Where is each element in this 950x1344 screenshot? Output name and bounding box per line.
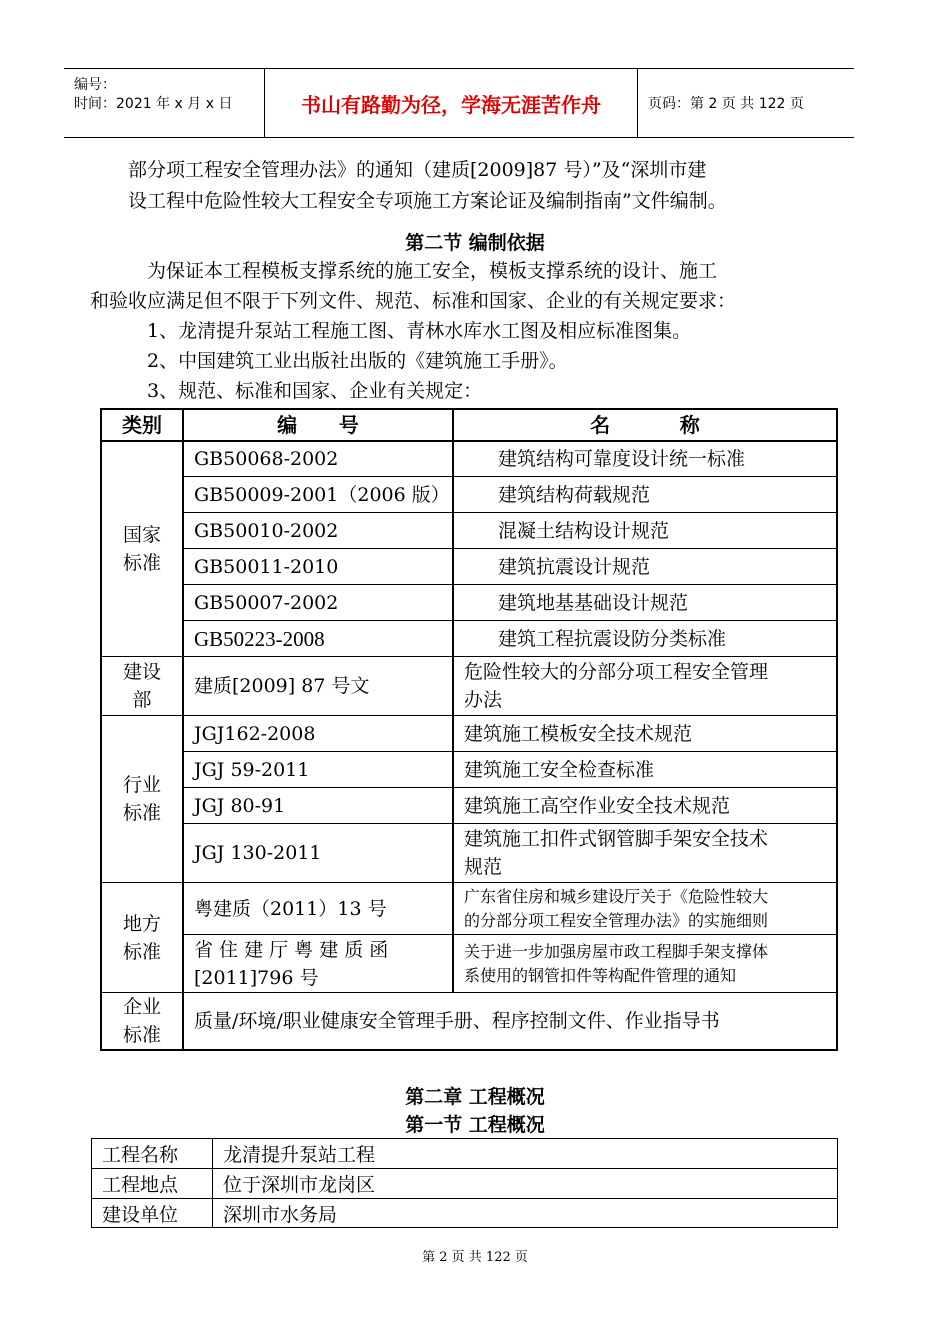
basis-line-2: 和验收应满足但不限于下列文件、规范、标准和国家、企业的有关规定要求： (90, 290, 737, 312)
time-label: 时间：2021 年 x 月 x 日 (74, 96, 233, 112)
intro-line-2: 设工程中危险性较大工程安全专项施工方案论证及编制指南”文件编制。 (128, 190, 727, 212)
industry-name-2: 建筑施工安全检查标准 (464, 758, 655, 781)
category-ministry: 建设 部 (122, 661, 161, 711)
industry-code-2: JGJ 59-2011 (194, 758, 310, 781)
overview-label-1: 工程名称 (102, 1144, 179, 1166)
national-name-6: 建筑工程抗震设防分类标准 (498, 627, 727, 650)
national-name-1: 建筑结构可靠度设计统一标准 (498, 448, 746, 470)
overview-value-3: 深圳市水务局 (223, 1203, 338, 1226)
local-name-2: 关于进一步加强房屋市政工程脚手架支撑体 系使用的钢管扣件等构配件管理的通知 (464, 941, 769, 985)
national-code-1: GB50068-2002 (194, 448, 339, 470)
category-enterprise: 企业 标准 (122, 996, 161, 1046)
national-code-6: GB50223-2008 (194, 626, 325, 651)
chapter2-title: 第二章 工程概况 (405, 1086, 545, 1108)
overview-value-1: 龙清提升泵站工程 (223, 1144, 376, 1166)
enterprise-docs: 质量/环境/职业健康安全管理手册、程序控制文件、作业指导书 (194, 1010, 720, 1032)
local-name-1: 广东省住房和城乡建设厅关于《危险性较大 的分部分项工程安全管理办法》的实施细则 (464, 886, 769, 930)
standards-table (100, 408, 838, 1051)
industry-code-3: JGJ 80-91 (194, 794, 286, 817)
col-header-code: 编 号 (277, 413, 359, 437)
number-label: 编号： (74, 77, 116, 93)
overview-label-2: 工程地点 (102, 1174, 179, 1196)
national-name-5: 建筑地基基础设计规范 (498, 591, 689, 614)
ministry-code: 建质[2009] 87 号文 (194, 675, 370, 697)
national-name-3: 混凝土结构设计规范 (498, 519, 670, 542)
header-motto: 书山有路勤为径，学海无涯苦作舟 (265, 69, 638, 137)
page-footer: 第 2 页 共 122 页 (422, 1250, 528, 1265)
intro-line-1: 部分项工程安全管理办法》的通知（建质[2009]87 号）”及“深圳市建 (128, 159, 707, 181)
header-meta (64, 69, 265, 137)
section2-title: 第二节 编制依据 (405, 232, 545, 254)
col-header-name: 名 称 (590, 413, 700, 437)
col-header-category: 类别 (122, 413, 162, 437)
industry-name-3: 建筑施工高空作业安全技术规范 (464, 794, 731, 817)
overview-table (91, 1138, 838, 1228)
ministry-name: 危险性较大的分部分项工程安全管理 办法 (464, 661, 769, 711)
industry-name-1: 建筑施工模板安全技术规范 (464, 722, 693, 745)
national-code-4: GB50011-2010 (194, 555, 339, 578)
section1-title: 第一节 工程概况 (405, 1114, 545, 1136)
national-code-3: GB50010-2002 (194, 519, 339, 542)
category-industry: 行业 标准 (122, 774, 161, 824)
overview-value-2: 位于深圳市龙岗区 (223, 1174, 376, 1196)
industry-name-4: 建筑施工扣件式钢管脚手架安全技术 规范 (464, 828, 769, 878)
industry-code-1: JGJ162-2008 (194, 722, 316, 745)
category-local: 地方 标准 (122, 912, 161, 963)
industry-code-4: JGJ 130-2011 (194, 842, 322, 864)
overview-label-3: 建设单位 (102, 1203, 179, 1226)
national-code-2: GB50009-2001（2006 版） (194, 483, 450, 506)
local-code-2: 省 住 建 厅 粤 建 质 函 [2011]796 号 (194, 938, 389, 989)
category-national: 国家 标准 (122, 524, 161, 574)
national-code-5: GB50007-2002 (194, 591, 339, 614)
basis-item-1: 1、龙清提升泵站工程施工图、青林水库水工图及相应标准图集。 (147, 320, 692, 342)
header-page-label: 页码：第 2 页 共 122 页 (648, 96, 804, 112)
page-header (64, 68, 854, 138)
basis-item-2: 2、中国建筑工业出版社出版的《建筑施工手册》。 (147, 350, 568, 372)
basis-item-3: 3、规范、标准和国家、企业有关规定： (147, 380, 483, 402)
basis-line-1: 为保证本工程模板支撑系统的施工安全，模板支撑系统的设计、施工 (147, 260, 718, 282)
local-code-1: 粤建质（2011）13 号 (194, 897, 387, 920)
national-name-4: 建筑抗震设计规范 (498, 555, 651, 578)
national-name-2: 建筑结构荷载规范 (498, 483, 651, 506)
